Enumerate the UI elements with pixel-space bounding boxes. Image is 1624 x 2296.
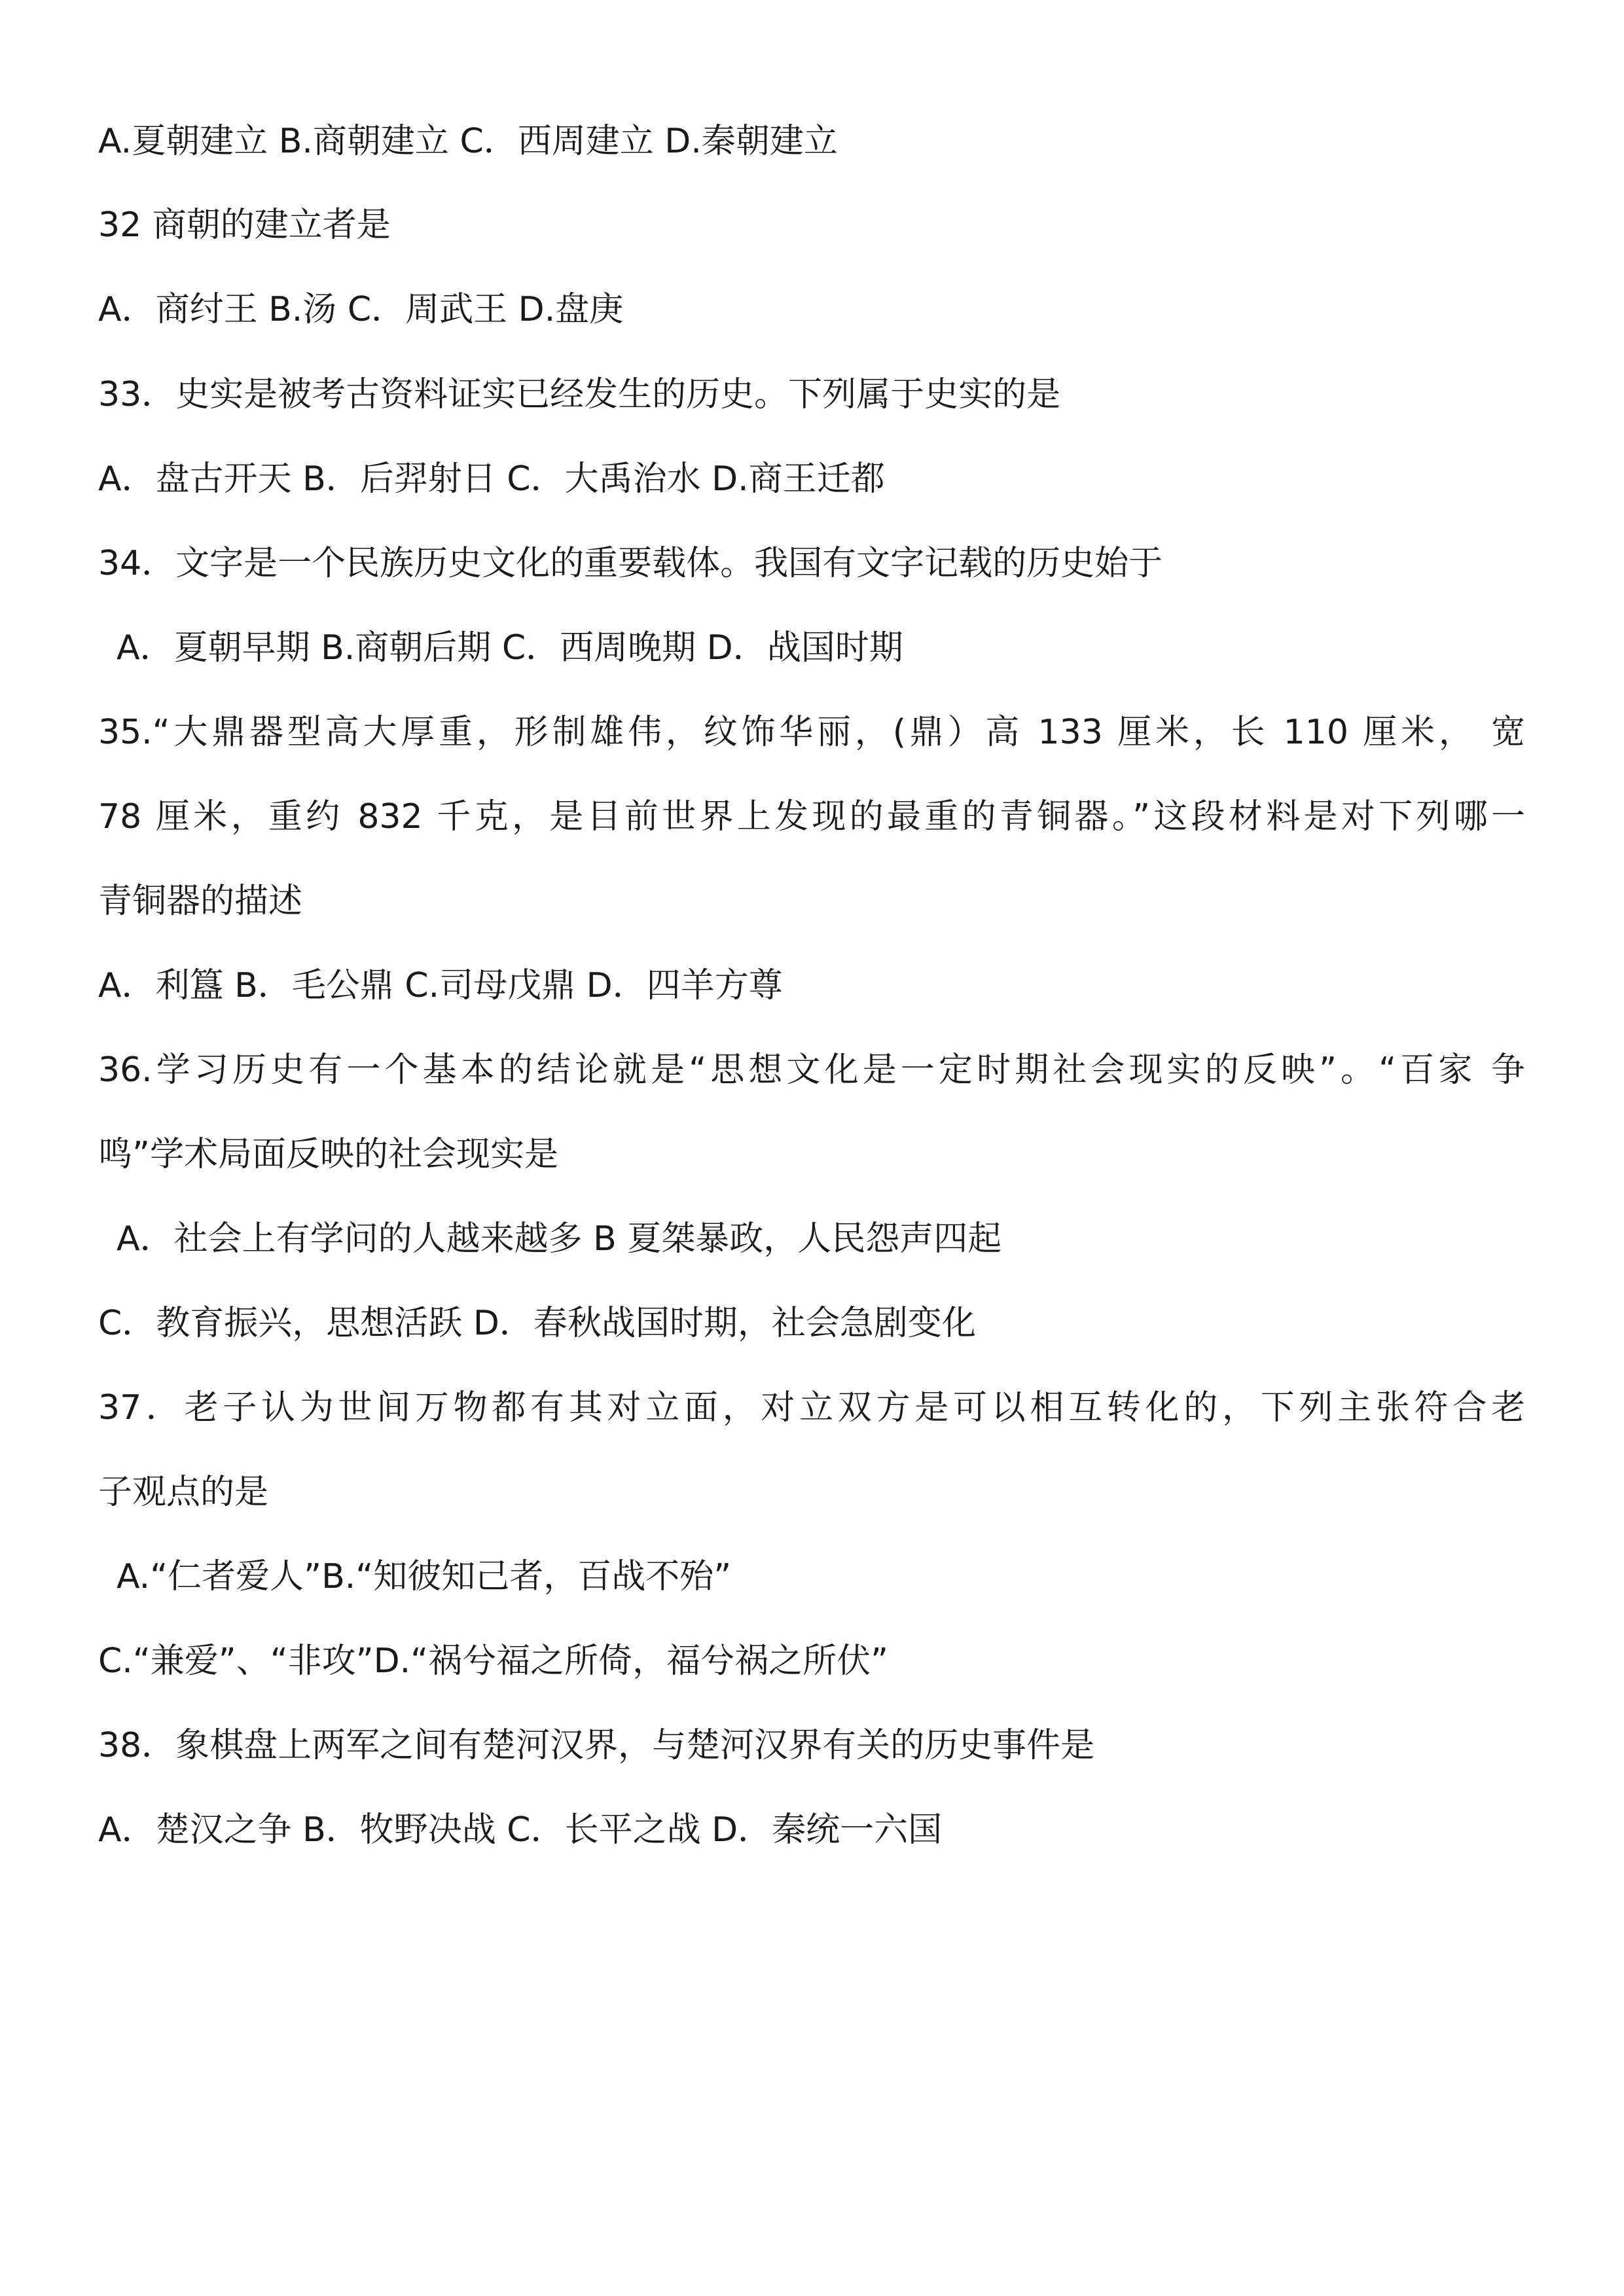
q36-options-cd: C．教育振兴，思想活跃 D．春秋战国时期，社会急剧变化 xyxy=(98,1304,976,1343)
q32-options: A．商纣王 B.汤 C．周武王 D.盘庚 xyxy=(98,290,624,329)
q37-options-ab: A.“仁者爱人”B.“知彼知己者，百战不殆” xyxy=(117,1557,732,1596)
q35-question-line2: 78 厘米，重约 832 千克，是目前世界上发现的最重的青铜器。”这段材料是对下列哪一 xyxy=(98,797,1525,836)
q35-question-line3: 青铜器的描述 xyxy=(98,882,303,921)
q36-options-ab: A．社会上有学问的人越来越多 B 夏桀暴政，人民怨声四起 xyxy=(117,1219,1002,1259)
q38-question: 38．象棋盘上两军之间有楚河汉界，与楚河汉界有关的历史事件是 xyxy=(98,1726,1095,1765)
q37-question-line2: 子观点的是 xyxy=(98,1473,269,1512)
q36-question-line1: 36.学习历史有一个基本的结论就是“思想文化是一定时期社会现实的反映”。“百家 争 xyxy=(98,1050,1525,1090)
q33-options: A．盘古开天 B．后羿射日 C．大禹治水 D.商王迁都 xyxy=(98,459,885,499)
q34-options: A．夏朝早期 B.商朝后期 C．西周晚期 D．战国时期 xyxy=(117,628,903,668)
q34-question: 34．文字是一个民族历史文化的重要载体。我国有文字记载的历史始于 xyxy=(98,544,1163,583)
q37-options-cd: C.“兼爱”、“非攻”D.“祸兮福之所倚，福兮祸之所伏” xyxy=(98,1641,889,1681)
q36-question-line2: 鸣”学术局面反映的社会现实是 xyxy=(98,1135,558,1174)
q31-options: A.夏朝建立 B.商朝建立 C．西周建立 D.秦朝建立 xyxy=(98,122,838,161)
q32-question: 32 商朝的建立者是 xyxy=(98,206,391,245)
q33-question: 33．史实是被考古资料证实已经发生的历史。下列属于史实的是 xyxy=(98,375,1061,414)
q37-question-line1: 37．老子认为世间万物都有其对立面，对立双方是可以相互转化的，下列主张符合老 xyxy=(98,1388,1525,1427)
q38-options: A．楚汉之争 B．牧野决战 C．长平之战 D．秦统一六国 xyxy=(98,1810,943,1850)
q35-question-line1: 35.“大鼎器型高大厚重，形制雄伟，纹饰华丽，(鼎）高 133 厘米，长 110 厘米， 宽 xyxy=(98,713,1525,752)
q35-options: A．利簋 B．毛公鼎 C.司母戊鼎 D．四羊方尊 xyxy=(98,966,783,1005)
